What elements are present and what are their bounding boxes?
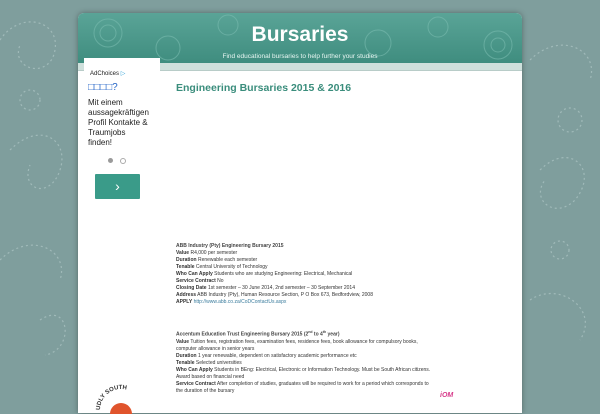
- sidebar-logo-text: UDLY SOUTH: [95, 384, 128, 411]
- entry-heading: Accentum Education Trust Engineering Bursary 2015 (2nd to 4th year): [176, 330, 340, 338]
- ad-title-link[interactable]: □□□□?: [88, 82, 118, 93]
- ad-carousel-dot[interactable]: [120, 158, 126, 164]
- ad-carousel-dot-active[interactable]: [108, 158, 113, 163]
- entry-who-row: Who Can Apply Students who are studying Engineering: Electrical, Mechanical: [176, 271, 353, 277]
- ad-text[interactable]: Mit einem aussagekräftigen Profil Kontakte & Traumjobs finden!: [88, 98, 149, 147]
- entry-tenable-row: Tenable Selected universities: [176, 359, 242, 366]
- bursary-entry-abb: [176, 243, 432, 306]
- entry-closing-row: Closing Date 1st semester – 30 June 2014, 2nd semester – 30 September 2014: [176, 285, 355, 291]
- ad-choices-icon: ▷: [120, 71, 126, 77]
- ad-choices-badge[interactable]: [90, 70, 125, 77]
- ad-choices-label: AdChoices: [90, 71, 120, 77]
- entry-address-row: Address ABB Industry (Pty), Human Resource Section, P O Box 673, Bedfordview, 2008: [176, 292, 373, 298]
- entry-duration-row: Duration Renewable each semester: [176, 257, 258, 263]
- entry-service-row: Service Contract No: [176, 278, 224, 284]
- entry-service-row: Service Contract After completion of studies, graduates will be required to work for a period which corresponds to the duration of the bursary: [176, 380, 429, 394]
- right-ad-badge[interactable]: iOM: [440, 392, 454, 399]
- entry-value-row: Value Tuition fees, registration fees, examination fees, residence fees, book allowance for compulsory books, computer allowance in senior years: [176, 338, 418, 352]
- entry-value-row: Value R4,000 per semester: [176, 250, 238, 256]
- sidebar-logo[interactable]: [94, 384, 148, 414]
- site-header: [78, 13, 522, 63]
- entry-who-row: Who Can Apply Students in BEng: Electrical, Electronic or Information Technology. Must be South African citizens. Award based on financial need: [176, 366, 431, 380]
- entry-heading: ABB Industry (Pty) Engineering Bursary 2015: [176, 243, 284, 249]
- entry-tenable-row: Tenable Central University of Technology: [176, 264, 268, 270]
- site-tagline: Find educational bursaries to help further your studies: [222, 53, 378, 60]
- site-title-link[interactable]: Bursaries: [251, 23, 349, 46]
- entry-apply-row: APPLY http://www.abb.co.za/CoDContactUs.aspx: [176, 299, 287, 305]
- post-title: Engineering Bursaries 2015 & 2016: [176, 82, 352, 94]
- entry-duration-row: Duration 1 year renewable, dependent on satisfactory academic performance etc: [176, 352, 357, 359]
- ad-next-button[interactable]: ›: [95, 174, 140, 199]
- apply-link[interactable]: http://www.abb.co.za/CoDContactUs.aspx: [193, 299, 287, 305]
- bursary-entry-accentum: [176, 329, 432, 395]
